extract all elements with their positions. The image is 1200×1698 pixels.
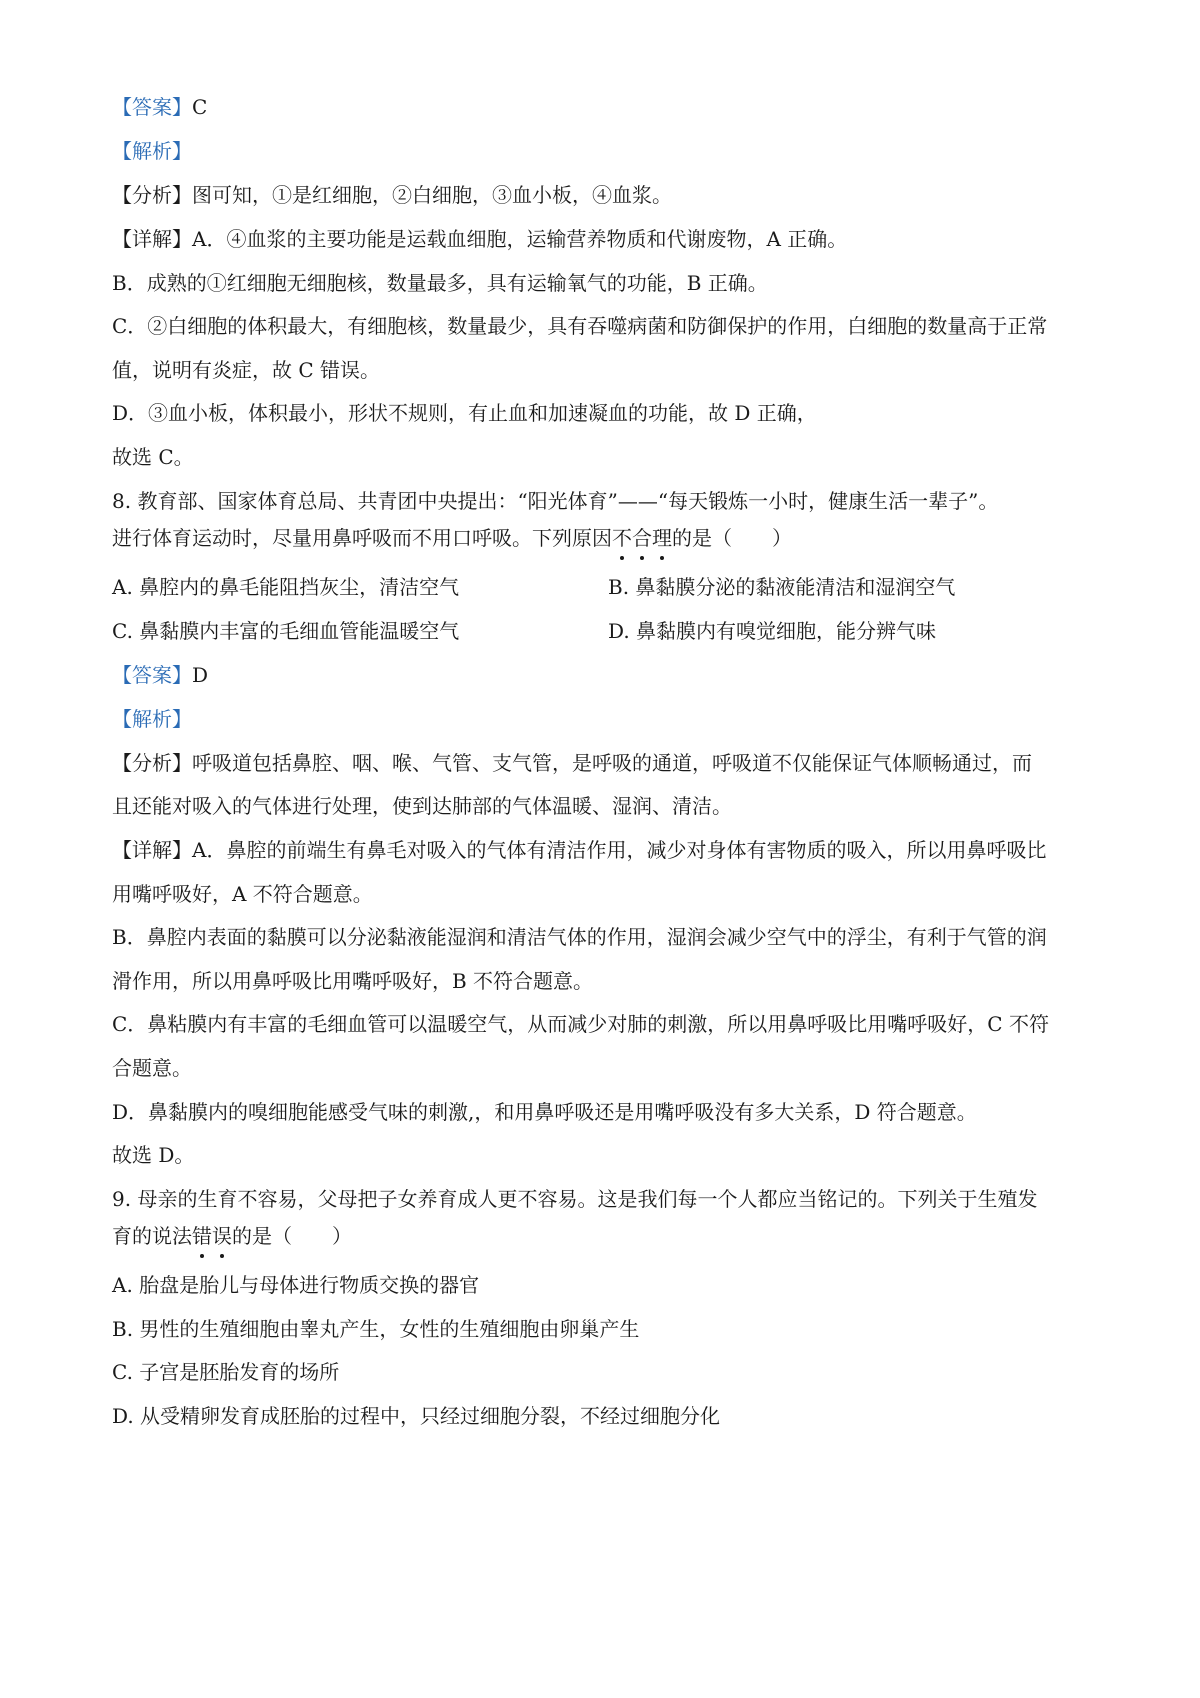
q7-detail-c-line2: 值，说明有炎症，故 C 错误。 [112, 358, 381, 382]
emphasis-char: 不 [612, 526, 632, 550]
q8-stem-line2 [112, 524, 1102, 552]
q8-fenxi-line2: 且还能对吸入的气体进行处理，使到达肺部的气体温暖、湿润、清洁。 [112, 794, 732, 818]
q7-detail-a: 【详解】A．④血浆的主要功能是运载血细胞，运输营养物质和代谢废物，A 正确。 [112, 227, 848, 251]
q8-detail-b-line2: 滑作用，所以用鼻呼吸比用嘴呼吸好，B 不符合题意。 [112, 969, 594, 993]
answer-value: D [192, 663, 209, 687]
q7-answer-line [112, 93, 1102, 121]
q7-detail-d: D．③血小板，体积最小，形状不规则，有止血和加速凝血的功能，故 D 正确， [112, 401, 817, 425]
q8-fenxi-line1: 【分析】呼吸道包括鼻腔、咽、喉、气管、支气管，是呼吸的通道，呼吸道不仅能保证气体顺畅通过，而 [112, 751, 1032, 775]
option-b: B. 鼻黏膜分泌的黏液能清洁和湿润空气 [608, 575, 956, 599]
q7-conclusion: 故选 C。 [112, 445, 194, 469]
q7-fenxi: 【分析】图可知，①是红细胞，②白细胞，③血小板，④血浆。 [112, 183, 672, 207]
emphasis-char: 错 [192, 1224, 212, 1248]
q8-conclusion: 故选 D。 [112, 1143, 195, 1167]
stem-text: 育的说法 [112, 1224, 192, 1248]
q8-detail-c-line1: C．鼻粘膜内有丰富的毛细血管可以温暖空气，从而减少对肺的刺激，所以用鼻呼吸比用嘴呼吸好，C 不符 [112, 1012, 1049, 1036]
q9-option-a: A. 胎盘是胎儿与母体进行物质交换的器官 [112, 1273, 480, 1297]
q8-options-row2 [112, 617, 1102, 645]
q8-stem-line1: 8. 教育部、国家体育总局、共青团中央提出：“阳光体育”——“每天锻炼一小时，健康生活一辈子”。 [112, 489, 999, 513]
q7-analysis-heading [112, 137, 1102, 165]
option-a: A. 鼻腔内的鼻毛能阻挡灰尘，清洁空气 [112, 575, 460, 599]
answer-tag: 【答案】 [112, 95, 192, 119]
q7-detail-b: B．成熟的①红细胞无细胞核，数量最多，具有运输氧气的功能，B 正确。 [112, 271, 768, 295]
q8-detail-a-line2: 用嘴呼吸好，A 不符合题意。 [112, 882, 373, 906]
option-d: D. 鼻黏膜内有嗅觉细胞，能分辨气味 [608, 619, 937, 643]
q8-analysis-heading [112, 705, 1102, 733]
q9-stem-line1: 9. 母亲的生育不容易，父母把子女养育成人更不容易。这是我们每一个人都应当铭记的。下列关于生殖发 [112, 1187, 1038, 1211]
q8-detail-c-line2: 合题意。 [112, 1056, 192, 1080]
emphasis-char: 理 [652, 526, 672, 550]
answer-tag: 【答案】 [112, 663, 192, 687]
q8-detail-a-line1: 【详解】A．鼻腔的前端生有鼻毛对吸入的气体有清洁作用，减少对身体有害物质的吸入，所以用鼻呼吸比 [112, 838, 1047, 862]
stem-text: 进行体育运动时，尽量用鼻呼吸而不用口呼吸。下列原因 [112, 526, 612, 550]
analysis-tag: 【解析】 [112, 707, 192, 731]
q9-option-c: C. 子宫是胚胎发育的场所 [112, 1360, 340, 1384]
emphasis-char: 合 [632, 526, 652, 550]
option-c: C. 鼻黏膜内丰富的毛细血管能温暖空气 [112, 619, 460, 643]
analysis-tag: 【解析】 [112, 139, 192, 163]
q9-stem-line2 [112, 1222, 1102, 1250]
emphasis-char: 误 [212, 1224, 232, 1248]
q8-detail-b-line1: B．鼻腔内表面的黏膜可以分泌黏液能湿润和清洁气体的作用，湿润会减少空气中的浮尘，有利于气管的润 [112, 925, 1047, 949]
stem-text: 的是（ ） [232, 1224, 352, 1248]
q9-option-b: B. 男性的生殖细胞由睾丸产生，女性的生殖细胞由卵巢产生 [112, 1317, 640, 1341]
q8-answer-line [112, 661, 1102, 689]
answer-value: C [192, 95, 208, 119]
q8-detail-d: D．鼻黏膜内的嗅细胞能感受气味的刺激,，和用鼻呼吸还是用嘴呼吸没有多大关系，D 符合题意。 [112, 1100, 977, 1124]
q8-options-row1 [112, 573, 1102, 601]
q7-detail-c-line1: C．②白细胞的体积最大，有细胞核，数量最少，具有吞噬病菌和防御保护的作用，白细胞的数量高于正常 [112, 314, 1048, 338]
stem-text: 的是（ ） [672, 526, 792, 550]
q9-option-d: D. 从受精卵发育成胚胎的过程中，只经过细胞分裂，不经过细胞分化 [112, 1404, 721, 1428]
